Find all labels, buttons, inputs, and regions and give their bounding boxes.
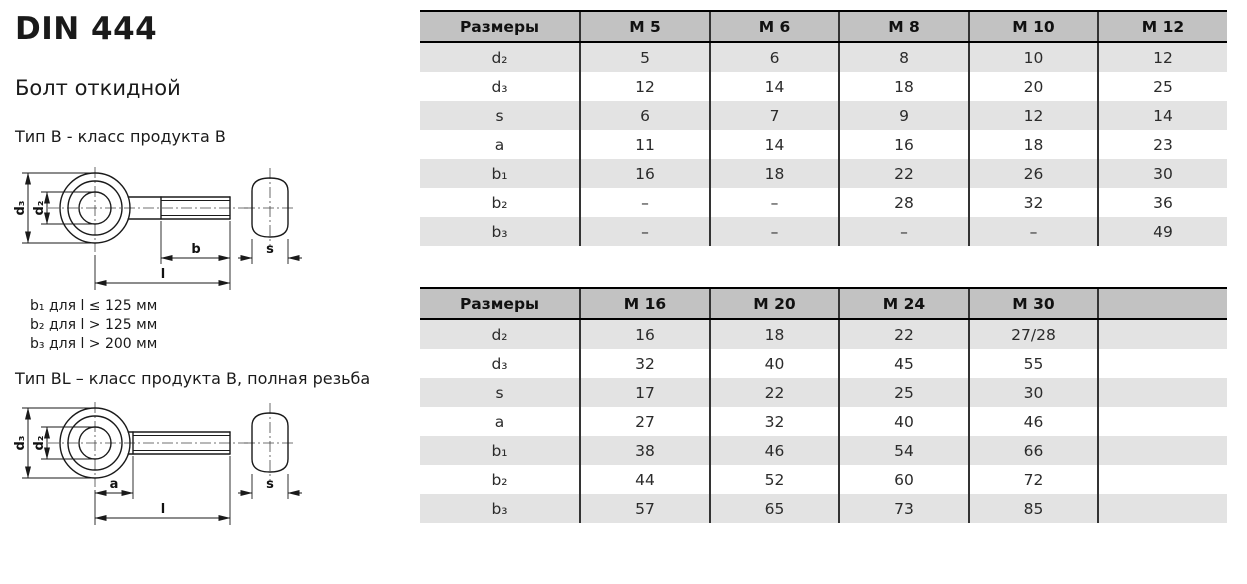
table-cell: – bbox=[580, 188, 710, 217]
type-b-dimension-l bbox=[95, 255, 230, 290]
table-din444-m16-m30 bbox=[420, 287, 1227, 523]
column-header: M 16 bbox=[580, 288, 710, 319]
table-cell: 10 bbox=[969, 42, 1098, 72]
table-row bbox=[420, 436, 1227, 465]
thread-length-notes bbox=[30, 297, 157, 354]
row-label: b₁ bbox=[420, 159, 580, 188]
header-row bbox=[420, 288, 1227, 319]
page-subtitle: Болт откидной bbox=[15, 76, 181, 100]
type-b-dimension-b bbox=[161, 221, 230, 290]
table-cell: 16 bbox=[839, 130, 969, 159]
row-label: d₂ bbox=[420, 319, 580, 349]
table-row bbox=[420, 494, 1227, 523]
page-title: DIN 444 bbox=[15, 11, 158, 47]
table-cell: 38 bbox=[580, 436, 710, 465]
drawing-type-bl bbox=[10, 395, 310, 535]
note-line: b₁ для l ≤ 125 мм bbox=[30, 298, 158, 314]
row-label: d₃ bbox=[491, 77, 508, 96]
column-header-sizes: Размеры bbox=[420, 288, 580, 319]
table-cell: 66 bbox=[969, 436, 1098, 465]
row-label: b₂ bbox=[491, 193, 508, 212]
column-header: M 8 bbox=[839, 11, 969, 42]
table-row bbox=[420, 319, 1227, 349]
table-row bbox=[420, 159, 1227, 188]
table-cell: 73 bbox=[839, 494, 969, 523]
dim-label-d3: d₃ bbox=[13, 200, 28, 216]
table-cell: 7 bbox=[710, 101, 839, 130]
table-cell: 22 bbox=[839, 159, 969, 188]
table-cell: 60 bbox=[839, 465, 969, 494]
row-label: s bbox=[420, 378, 580, 407]
table-cell: 32 bbox=[710, 407, 839, 436]
table-row bbox=[420, 217, 1227, 246]
table-cell: 52 bbox=[710, 465, 839, 494]
type-bl-dimension-a bbox=[95, 456, 133, 525]
table-cell: 46 bbox=[969, 407, 1098, 436]
table-cell: – bbox=[969, 217, 1098, 246]
table-cell: 25 bbox=[839, 378, 969, 407]
header-row bbox=[420, 11, 1227, 42]
dim-label-l: l bbox=[160, 502, 166, 517]
dim-label-d2: d₂ bbox=[32, 435, 47, 451]
table-cell: 54 bbox=[839, 436, 969, 465]
dim-label-d2: d₂ bbox=[32, 200, 47, 216]
table-cell: 49 bbox=[1098, 217, 1227, 246]
column-header: M 10 bbox=[969, 11, 1098, 42]
table-cell: 27 bbox=[580, 407, 710, 436]
table-row bbox=[420, 72, 1227, 101]
column-header-empty bbox=[1098, 288, 1227, 319]
table-cell: 16 bbox=[580, 159, 710, 188]
table-row bbox=[420, 101, 1227, 130]
dim-label-a: a bbox=[109, 477, 119, 492]
table-cell: – bbox=[710, 217, 839, 246]
table-cell: 23 bbox=[1098, 130, 1227, 159]
table-cell: 16 bbox=[580, 319, 710, 349]
row-label: a bbox=[494, 135, 505, 154]
table-cell: 46 bbox=[710, 436, 839, 465]
dim-label-l: l bbox=[160, 267, 166, 282]
dim-label-b: b bbox=[191, 242, 201, 257]
type-b-front-view bbox=[48, 167, 248, 252]
row-label: b₃ bbox=[420, 494, 580, 523]
table-cell: 17 bbox=[580, 378, 710, 407]
table-cell: 55 bbox=[969, 349, 1098, 378]
table-cell: 14 bbox=[710, 130, 839, 159]
table-cell bbox=[1098, 319, 1227, 349]
table-cell: 25 bbox=[1098, 72, 1227, 101]
table-cell: 72 bbox=[969, 465, 1098, 494]
table-cell: – bbox=[580, 217, 710, 246]
table-cell: 26 bbox=[969, 159, 1098, 188]
table-cell: 12 bbox=[1098, 42, 1227, 72]
note-line: b₃ для l > 200 мм bbox=[30, 336, 158, 352]
type-bl-side-view bbox=[244, 403, 296, 482]
column-header: M 20 bbox=[710, 288, 839, 319]
row-label: d₃ bbox=[491, 354, 508, 373]
column-header: M 12 bbox=[1098, 11, 1227, 42]
dim-label-d3: d₃ bbox=[13, 435, 28, 451]
column-header: M 5 bbox=[580, 11, 710, 42]
note-line: b₂ для l > 125 мм bbox=[30, 317, 158, 333]
table-cell: 28 bbox=[839, 188, 969, 217]
table-cell: 57 bbox=[580, 494, 710, 523]
table-cell bbox=[1098, 407, 1227, 436]
column-header-sizes: Размеры bbox=[420, 11, 580, 42]
row-label: a bbox=[494, 412, 505, 431]
table-row bbox=[420, 42, 1227, 72]
table-cell: 85 bbox=[969, 494, 1098, 523]
table-cell: 30 bbox=[969, 378, 1098, 407]
row-label: b₃ bbox=[420, 217, 580, 246]
table-cell: 18 bbox=[710, 319, 839, 349]
table-cell: – bbox=[839, 217, 969, 246]
table-din444-m5-m12 bbox=[420, 10, 1227, 246]
row-label: d₂ bbox=[420, 42, 580, 72]
table-row bbox=[420, 465, 1227, 494]
table-cell: 6 bbox=[710, 42, 839, 72]
drawing-type-b bbox=[10, 160, 310, 300]
table-cell: 22 bbox=[839, 319, 969, 349]
row-label: b₁ bbox=[420, 436, 580, 465]
table-cell: 5 bbox=[580, 42, 710, 72]
table-cell: 45 bbox=[839, 349, 969, 378]
table-cell: 11 bbox=[580, 130, 710, 159]
type-bl-dimension-s bbox=[238, 474, 302, 499]
table-cell: 6 bbox=[580, 101, 710, 130]
table-cell: 65 bbox=[710, 494, 839, 523]
table-cell: 30 bbox=[1098, 159, 1227, 188]
table-cell: 18 bbox=[839, 72, 969, 101]
row-label: s bbox=[420, 101, 580, 130]
table-cell: 27/28 bbox=[969, 319, 1098, 349]
table-cell: 18 bbox=[969, 130, 1098, 159]
table-cell bbox=[1098, 436, 1227, 465]
table-cell: 14 bbox=[1098, 101, 1227, 130]
column-header: M 6 bbox=[710, 11, 839, 42]
table-cell: – bbox=[710, 188, 839, 217]
table-cell: 40 bbox=[839, 407, 969, 436]
table-cell: 32 bbox=[969, 188, 1098, 217]
type-bl-heading: Тип BL – класс продукта B, полная резьба bbox=[15, 369, 371, 388]
table-cell: 36 bbox=[1098, 188, 1227, 217]
dim-label-s: s bbox=[266, 242, 274, 257]
table-row bbox=[420, 378, 1227, 407]
table-cell bbox=[1098, 349, 1227, 378]
column-header: M 30 bbox=[969, 288, 1098, 319]
column-header: M 24 bbox=[839, 288, 969, 319]
table-cell: 9 bbox=[839, 101, 969, 130]
dim-label-s: s bbox=[266, 477, 274, 492]
table-row bbox=[420, 349, 1227, 378]
table-cell bbox=[1098, 378, 1227, 407]
table-row bbox=[420, 407, 1227, 436]
table-cell: 12 bbox=[969, 101, 1098, 130]
table-cell: 22 bbox=[710, 378, 839, 407]
type-b-dimension-s bbox=[238, 239, 302, 264]
type-b-side-view bbox=[244, 168, 296, 247]
type-bl-front-view bbox=[48, 402, 248, 487]
table-cell: 32 bbox=[580, 349, 710, 378]
table-cell bbox=[1098, 494, 1227, 523]
table-cell: 12 bbox=[580, 72, 710, 101]
table-cell: 20 bbox=[969, 72, 1098, 101]
table-cell: 14 bbox=[710, 72, 839, 101]
table-cell: 18 bbox=[710, 159, 839, 188]
table-row bbox=[420, 188, 1227, 217]
type-b-heading: Тип B - класс продукта B bbox=[15, 127, 226, 146]
row-label: b₂ bbox=[491, 470, 508, 489]
table-cell bbox=[1098, 465, 1227, 494]
table-row bbox=[420, 130, 1227, 159]
table-cell: 40 bbox=[710, 349, 839, 378]
table-cell: 8 bbox=[839, 42, 969, 72]
table-cell: 44 bbox=[580, 465, 710, 494]
